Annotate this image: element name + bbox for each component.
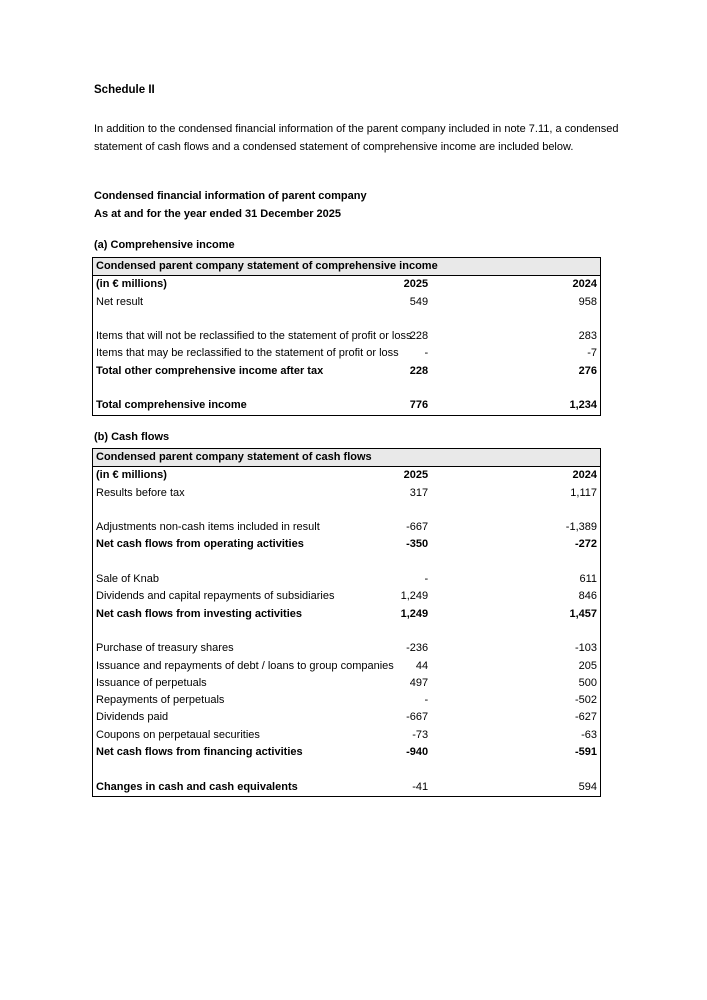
table-row: [93, 623, 601, 640]
row-value-2024: -502: [574, 694, 597, 707]
row-value-2025: -350: [406, 538, 429, 551]
table-row: [93, 709, 601, 726]
row-value-2024: 611: [579, 573, 597, 586]
row-value-2025: -940: [406, 746, 429, 759]
section-a-heading: (a) Comprehensive income: [94, 239, 235, 251]
table-row: [93, 692, 601, 709]
row-value-2025: [262, 623, 431, 640]
row-label: Repayments of perpetuals: [96, 694, 225, 707]
table-row: [93, 536, 601, 553]
row-value-2025: 497: [409, 676, 429, 689]
row-label: Net cash flows from investing activities: [96, 607, 303, 620]
row-label: [93, 554, 262, 571]
row-label: [93, 761, 262, 778]
row-value-2025: 1,249: [400, 607, 429, 620]
table-row: [93, 606, 601, 623]
row-value-2025: 317: [409, 486, 429, 499]
row-label: Dividends paid: [96, 711, 169, 724]
row-value-2025: 1,249: [400, 590, 429, 603]
row-label: [93, 311, 262, 328]
row-value-2025: -73: [412, 728, 429, 741]
row-label: Items that will not be reclassified to the statement of profit or loss: [96, 330, 412, 343]
row-value-2025: -41: [412, 780, 429, 793]
row-value-2025: 228: [409, 364, 429, 377]
row-value-2025: [262, 502, 431, 519]
row-label: Issuance of perpetuals: [96, 676, 207, 689]
row-value-2025: 776: [409, 399, 429, 412]
subtitle-line-2: As at and for the year ended 31 December 2025: [94, 207, 341, 220]
row-value-2025: 228: [409, 330, 429, 343]
table-row: [93, 640, 601, 657]
table-row: [93, 502, 601, 519]
row-label: [93, 623, 262, 640]
row-value-2024: -591: [574, 746, 597, 759]
table-row: [93, 761, 601, 778]
row-value-2024: -103: [574, 642, 597, 655]
section-b-heading: (b) Cash flows: [94, 431, 170, 443]
column-header-2025: 2025: [403, 469, 429, 482]
row-value-2024: 594: [578, 780, 597, 793]
row-value-2025: -: [424, 694, 429, 707]
table-row: [93, 311, 601, 328]
intro-paragraph: In addition to the condensed financial information of the parent company included in note 7.11, a condensed statement of cash flows and a condensed statement of comprehensive income are included below.: [94, 123, 619, 153]
row-value-2024: [431, 502, 600, 519]
cash-flows-table-body: [93, 485, 601, 797]
row-value-2025: 44: [415, 659, 429, 672]
row-label: Items that may be reclassified to the statement of profit or loss: [96, 347, 399, 360]
row-value-2024: 283: [578, 330, 597, 343]
row-value-2024: -1,389: [565, 521, 597, 534]
comprehensive-table-body: [93, 294, 601, 416]
table-row: [93, 345, 601, 362]
row-label: Issuance and repayments of debt / loans to group companies: [96, 659, 394, 672]
cash-flows-table: [92, 448, 601, 797]
table-row: [93, 571, 601, 588]
table-row: [93, 363, 601, 380]
table-title: Condensed parent company statement of comprehensive income: [93, 258, 601, 276]
row-value-2025: [262, 311, 431, 328]
row-label: Total other comprehensive income after tax: [96, 364, 324, 377]
table-row: [93, 328, 601, 345]
row-label: Coupons on perpetaual securities: [96, 728, 260, 741]
unit-label: (in € millions): [96, 469, 167, 482]
column-header-2024: 2024: [572, 278, 597, 291]
table-row: [93, 744, 601, 761]
row-label: Sale of Knab: [96, 573, 159, 586]
unit-label: (in € millions): [96, 278, 167, 291]
row-value-2024: 276: [578, 364, 597, 377]
row-value-2024: -63: [581, 728, 597, 741]
row-label: Net result: [96, 295, 144, 308]
table-row: [93, 294, 601, 311]
row-value-2024: 958: [578, 295, 597, 308]
row-value-2024: [431, 623, 600, 640]
table-row: [93, 779, 601, 797]
row-label: Dividends and capital repayments of subsidiaries: [96, 590, 335, 603]
row-value-2025: -667: [406, 711, 429, 724]
row-value-2025: -: [424, 573, 429, 586]
table-title-band: [93, 449, 601, 467]
page-title: Schedule II: [94, 84, 155, 96]
row-value-2025: 549: [409, 295, 429, 308]
table-row: [93, 588, 601, 605]
table-column-header-row: [93, 276, 601, 294]
row-value-2025: -236: [406, 642, 429, 655]
row-value-2024: -272: [574, 538, 597, 551]
table-column-header-row: [93, 467, 601, 485]
table-row: [93, 519, 601, 536]
row-value-2025: [262, 380, 431, 397]
table-row: [93, 727, 601, 744]
row-value-2025: [262, 761, 431, 778]
row-value-2024: -627: [574, 711, 597, 724]
row-label: Results before tax: [96, 486, 185, 499]
row-value-2024: 205: [578, 659, 597, 672]
row-label: [93, 380, 262, 397]
row-value-2025: -: [424, 347, 429, 360]
row-label: Total comprehensive income: [96, 399, 247, 412]
row-label: Purchase of treasury shares: [96, 642, 234, 655]
row-label: Changes in cash and cash equivalents: [96, 780, 298, 793]
row-value-2024: [431, 311, 600, 328]
table-row: [93, 658, 601, 675]
row-value-2024: 1,117: [570, 486, 597, 499]
row-label: Adjustments non-cash items included in result: [96, 521, 320, 534]
row-value-2024: 846: [578, 590, 597, 603]
comprehensive-income-table: [92, 257, 601, 416]
row-value-2024: 500: [578, 676, 597, 689]
row-label: Net cash flows from financing activities: [96, 746, 303, 759]
column-header-2025: 2025: [403, 278, 429, 291]
table-row: [93, 485, 601, 502]
row-label: [93, 502, 262, 519]
report-subtitle: [94, 188, 367, 223]
table-row: [93, 554, 601, 571]
row-value-2024: [431, 554, 600, 571]
row-value-2025: [262, 554, 431, 571]
row-value-2024: 1,234: [569, 399, 597, 412]
row-value-2024: [431, 380, 600, 397]
subtitle-line-1: Condensed financial information of parent company: [94, 190, 367, 202]
table-title: Condensed parent company statement of cash flows: [93, 449, 601, 467]
table-row: [93, 397, 601, 415]
table-row: [93, 675, 601, 692]
row-value-2024: -7: [587, 347, 597, 360]
row-label: Net cash flows from operating activities: [96, 538, 304, 551]
row-value-2024: 1,457: [569, 607, 597, 620]
row-value-2025: -667: [406, 521, 429, 534]
column-header-2024: 2024: [572, 469, 597, 482]
table-row: [93, 380, 601, 397]
row-value-2024: [431, 761, 600, 778]
table-title-band: [93, 258, 601, 276]
